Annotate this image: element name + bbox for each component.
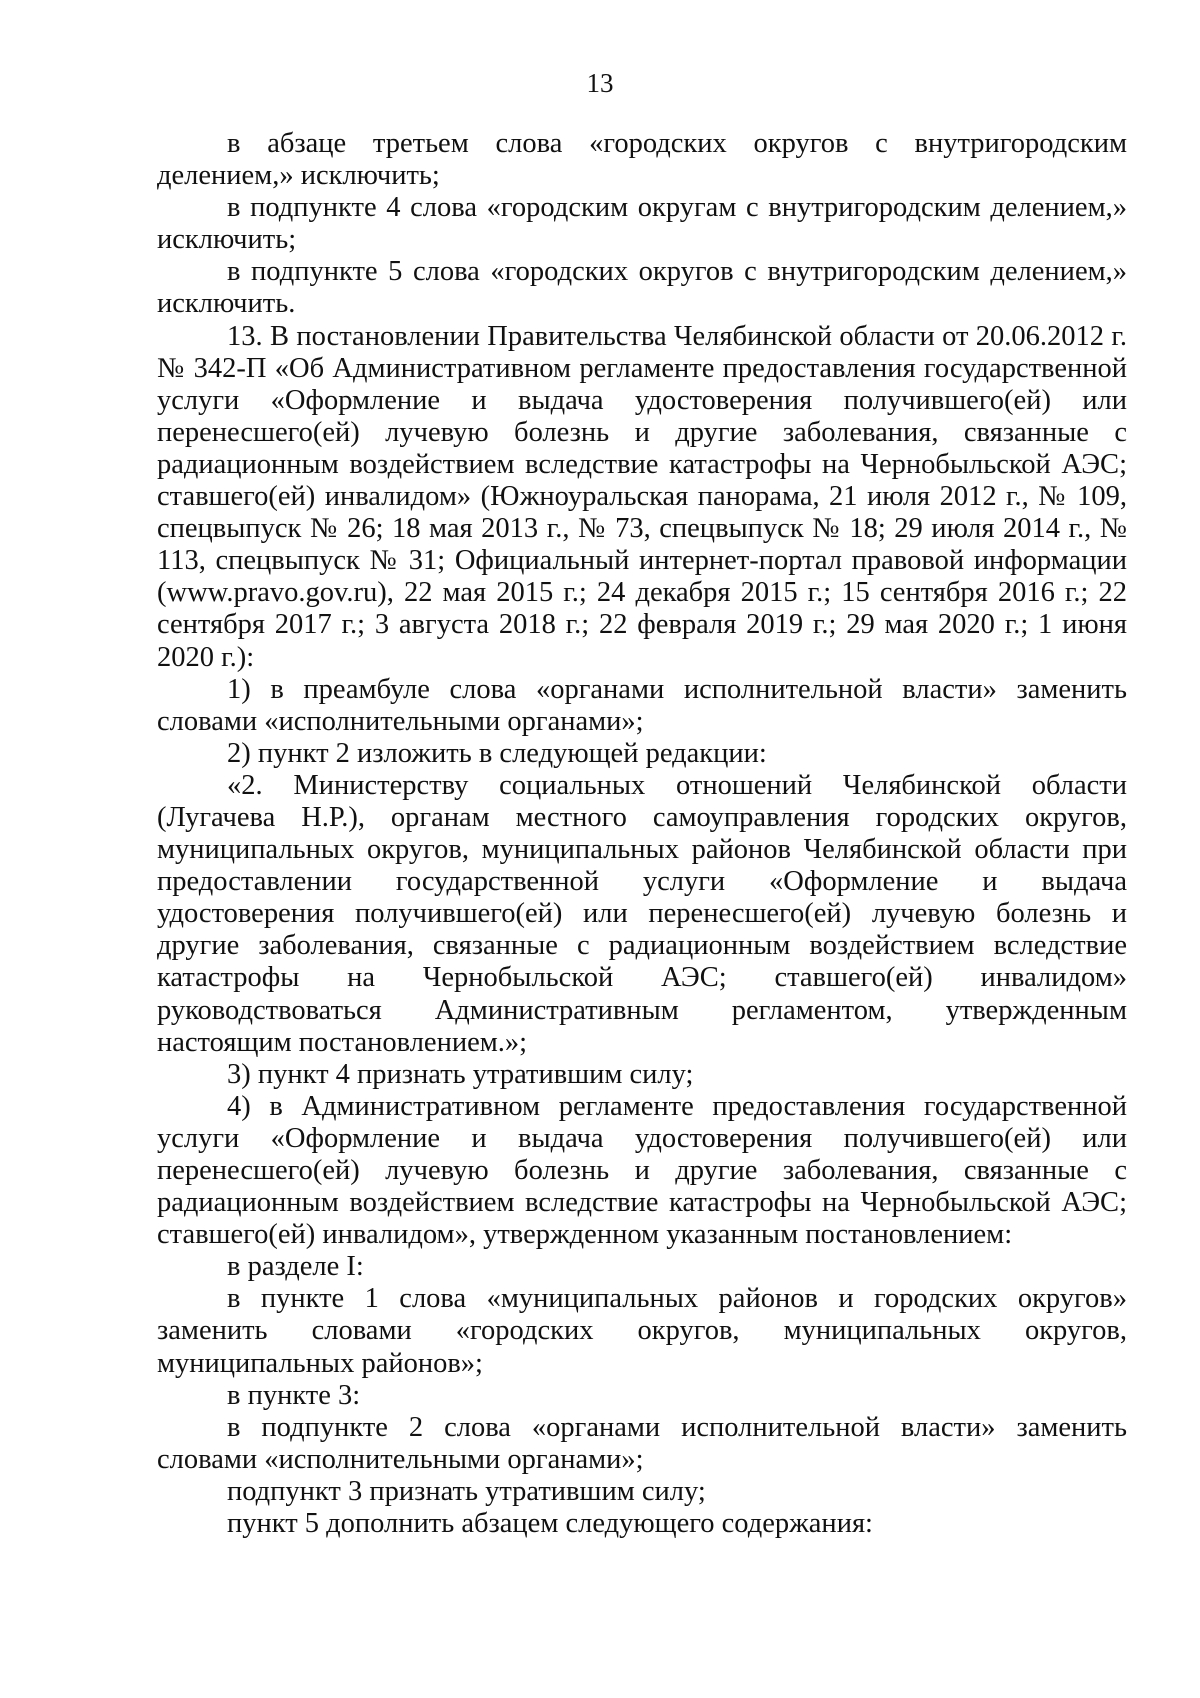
paragraph: 3) пункт 4 признать утратившим силу; <box>227 1058 694 1090</box>
paragraph: в подпункте 5 слова «городских округов с внутригородским делением,» исключить. <box>157 256 1127 320</box>
document-body <box>157 128 1127 1540</box>
paragraph: в абзаце третьем слова «городских округов с внутригородским делением,» исключить; <box>157 128 1127 192</box>
paragraph: 2) пункт 2 изложить в следующей редакции: <box>227 737 767 769</box>
paragraph: «2. Министерству социальных отношений Челябинской области (Лугачева Н.Р.), органам местного самоуправления городских округов, муниципальных округов, муниципальных районов Челябинской области при предоставлении государственной услуги «Оформление и выдача удостоверения получившего(ей) или перенесшего(ей) лучевую болезнь и другие заболевания, связанные с радиационным воздействием вследствие катастрофы на Чернобыльской АЭС; ставшего(ей) инвалидом» руководствоваться Административным регламентом, утвержденным настоящим постановлением.»; <box>157 769 1127 1058</box>
paragraph: в подпункте 4 слова «городским округам с внутригородским делением,» исключить; <box>157 192 1127 256</box>
page-number: 13 <box>586 68 614 98</box>
paragraph: в пункте 3: <box>227 1379 361 1411</box>
paragraph: пункт 5 дополнить абзацем следующего содержания: <box>227 1508 873 1540</box>
paragraph: в подпункте 2 слова «органами исполнительной власти» заменить словами «исполнительными органами»; <box>157 1411 1127 1475</box>
paragraph: в пункте 1 слова «муниципальных районов и городских округов» заменить словами «городских округов, муниципальных округов, муниципальных районов»; <box>157 1283 1127 1379</box>
paragraph: 4) в Административном регламенте предоставления государственной услуги «Оформление и выдача удостоверения получившего(ей) или перенесшего(ей) лучевую болезнь и другие заболевания, связанные с радиационным воздействием вследствие катастрофы на Чернобыльской АЭС; ставшего(ей) инвалидом», утвержденном указанным постановлением: <box>157 1090 1127 1251</box>
paragraph: подпункт 3 признать утратившим силу; <box>227 1475 706 1507</box>
paragraph: в разделе I: <box>227 1251 364 1283</box>
paragraph: 1) в преамбуле слова «органами исполнительной власти» заменить словами «исполнительными органами»; <box>157 673 1127 737</box>
paragraph: 13. В постановлении Правительства Челябинской области от 20.06.2012 г. № 342-П «Об Административном регламенте предоставления государственной услуги «Оформление и выдача удостоверения получившего(ей) или перенесшего(ей) лучевую болезнь и другие заболевания, связанные с радиационным воздействием вследствие катастрофы на Чернобыльской АЭС; ставшего(ей) инвалидом» (Южноуральская панорама, 21 июля 2012 г., № 109, спецвыпуск № 26; 18 мая 2013 г., № 73, спецвыпуск № 18; 29 июля 2014 г., № 113, спецвыпуск № 31; Официальный интернет-портал правовой информации (www.pravo.gov.ru), 22 мая 2015 г.; 24 декабря 2015 г.; 15 сентября 2016 г.; 22 сентября 2017 г.; 3 августа 2018 г.; 22 февраля 2019 г.; 29 мая 2020 г.; 1 июня 2020 г.): <box>157 320 1127 673</box>
